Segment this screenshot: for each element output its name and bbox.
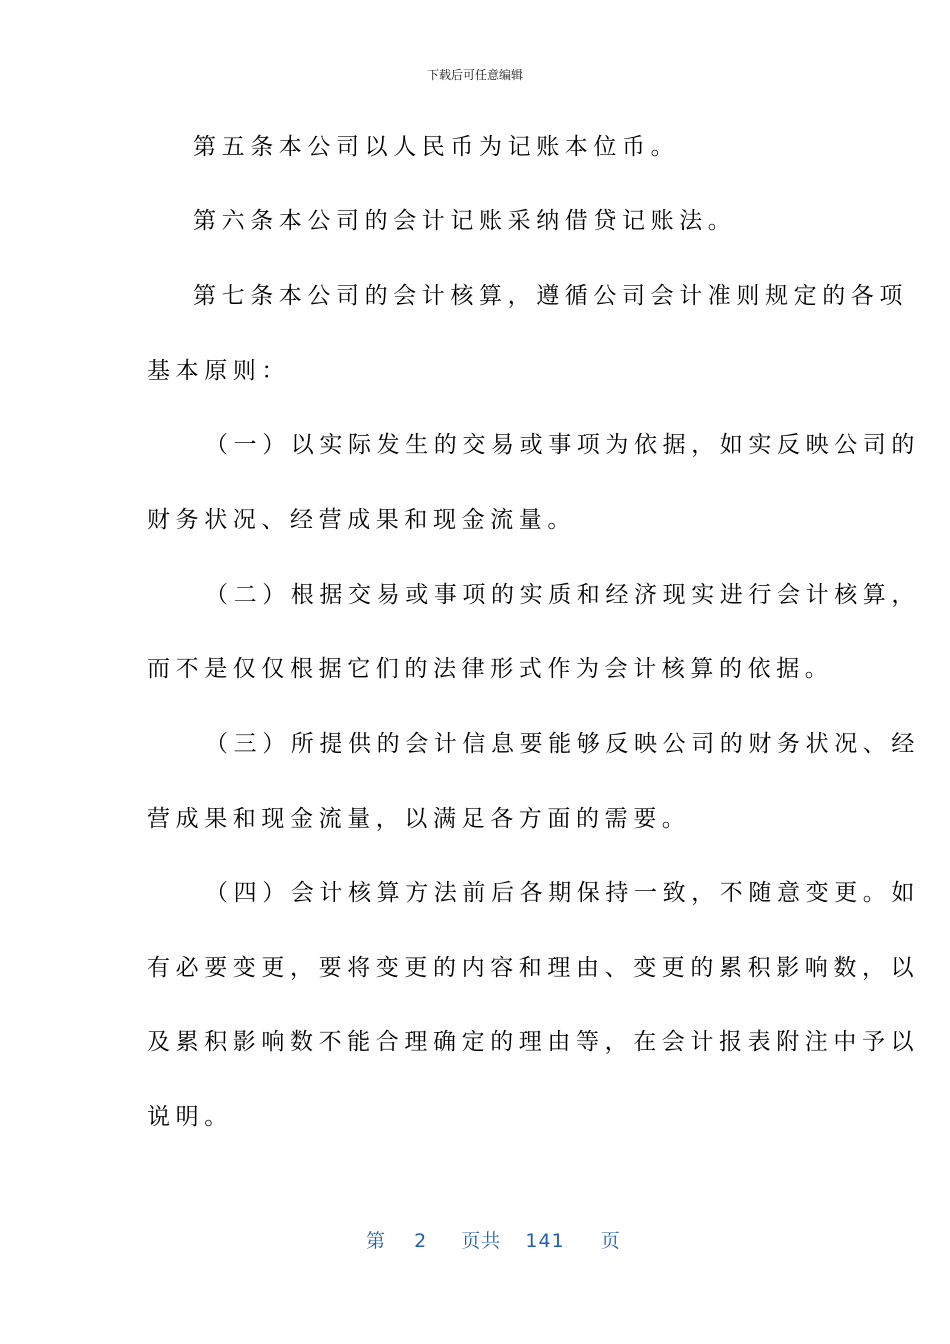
paragraph-article-7-line-2: 基本原则： (147, 358, 290, 384)
paragraph-article-5: 第五条本公司以人民币为记账本位币。 (193, 134, 680, 160)
paragraph-item-1-line-2: 财务状况、经营成果和现金流量。 (147, 507, 576, 533)
paragraph-item-2-line-1: （二）根据交易或事项的实质和经济现实进行会计核算， (205, 582, 920, 608)
paragraph-article-7-line-1: 第七条本公司的会计核算，遵循公司会计准则规定的各项 (193, 283, 908, 309)
paragraph-item-3-line-1: （三）所提供的会计信息要能够反映公司的财务状况、经 (205, 731, 920, 757)
paragraph-item-3-line-2: 营成果和现金流量，以满足各方面的需要。 (147, 806, 691, 832)
total-pages-number: 141 (525, 1230, 565, 1252)
paragraph-item-2-line-2: 而不是仅仅根据它们的法律形式作为会计核算的依据。 (147, 656, 834, 682)
page-header: 下载后可任意编辑 (426, 68, 523, 82)
current-page-number: 2 (414, 1230, 428, 1252)
paragraph-item-1-line-1: （一）以实际发生的交易或事项为依据，如实反映公司的 (205, 432, 920, 458)
page-middle-text: 页共 (461, 1230, 502, 1252)
paragraph-item-4-line-2: 有必要变更，要将变更的内容和理由、变更的累积影响数，以 (147, 955, 920, 981)
page-prefix: 第 (366, 1230, 387, 1252)
paragraph-article-6: 第六条本公司的会计记账采纳借贷记账法。 (193, 208, 737, 234)
page-suffix: 页 (600, 1230, 621, 1252)
paragraph-item-4-line-3: 及累积影响数不能合理确定的理由等，在会计报表附注中予以 (147, 1029, 920, 1055)
paragraph-item-4-line-1: （四）会计核算方法前后各期保持一致，不随意变更。如 (205, 880, 920, 906)
page-number-footer (366, 1226, 621, 1253)
paragraph-item-4-line-4: 说明。 (147, 1104, 233, 1130)
